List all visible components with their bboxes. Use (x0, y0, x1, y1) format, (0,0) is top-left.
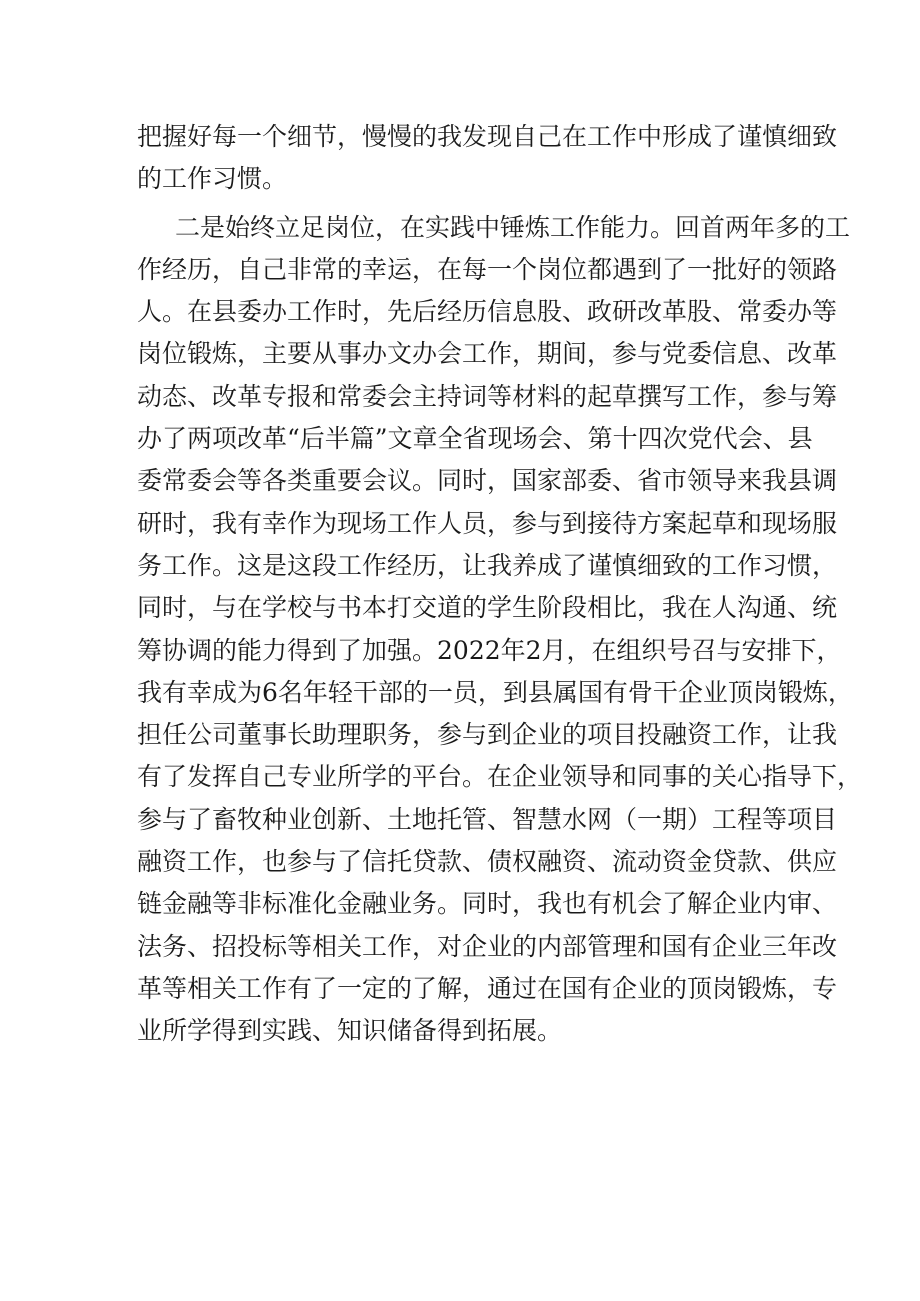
text-line: 二是始终立足岗位，在实践中锤炼工作能力。回首两年多的工 (175, 212, 851, 242)
paragraph-1 (137, 116, 838, 201)
text-line: 作经历，自己非常的幸运，在每一个岗位都遇到了一批好的领路 (137, 254, 838, 284)
text-line: 委常委会等各类重要会议。同时，国家部委、省市领导来我县调 (137, 466, 838, 496)
text-line: 我有幸成为6名年轻干部的一员，到县属国有骨干企业顶岗锻炼， (137, 677, 853, 707)
text-line: 有了发挥自己专业所学的平台。在企业领导和同事的关心指导下， (137, 762, 863, 792)
text-line: 办了两项改革“后半篇”文章全省现场会、第十四次党代会、县 (137, 424, 813, 454)
text-line: 人。在县委办工作时，先后经历信息股、政研改革股、常委办等 (137, 297, 838, 327)
text-line: 动态、改革专报和常委会主持词等材料的起草撰写工作，参与筹 (137, 381, 838, 411)
text-line: 务工作。这是这段工作经历，让我养成了谨慎细致的工作习惯， (137, 550, 838, 580)
text-line: 岗位锻炼，主要从事办文办会工作，期间，参与党委信息、改革 (137, 339, 838, 369)
text-line: 革等相关工作有了一定的了解，通过在国有企业的顶岗锻炼，专 (137, 973, 838, 1003)
text-line: 把握好每一个细节，慢慢的我发现自己在工作中形成了谨慎细致 (137, 122, 838, 151)
text-line: 研时，我有幸作为现场工作人员，参与到接待方案起草和现场服 (137, 508, 838, 538)
text-line: 担任公司董事长助理职务，参与到企业的项目投融资工作，让我 (137, 720, 838, 750)
text-line: 业所学得到实践、知识储备得到拓展。 (137, 1016, 563, 1046)
text-line: 的工作习惯。 (137, 164, 288, 194)
paragraph-2 (137, 207, 863, 1053)
text-line: 同时，与在学校与书本打交道的学生阶段相比，我在人沟通、统 (137, 593, 838, 623)
text-line: 链金融等非标准化金融业务。同时，我也有机会了解企业内审、 (137, 889, 838, 919)
text-line: 法务、招投标等相关工作，对企业的内部管理和国有企业三年改 (137, 931, 838, 961)
document-body (137, 116, 863, 1053)
text-line: 筹协调的能力得到了加强。2022年2月，在组织号召与安排下， (137, 635, 842, 665)
text-line: 融资工作，也参与了信托贷款、债权融资、流动资金贷款、供应 (137, 847, 838, 877)
text-line: 参与了畜牧种业创新、土地托管、智慧水网（一期）工程等项目 (137, 804, 838, 834)
